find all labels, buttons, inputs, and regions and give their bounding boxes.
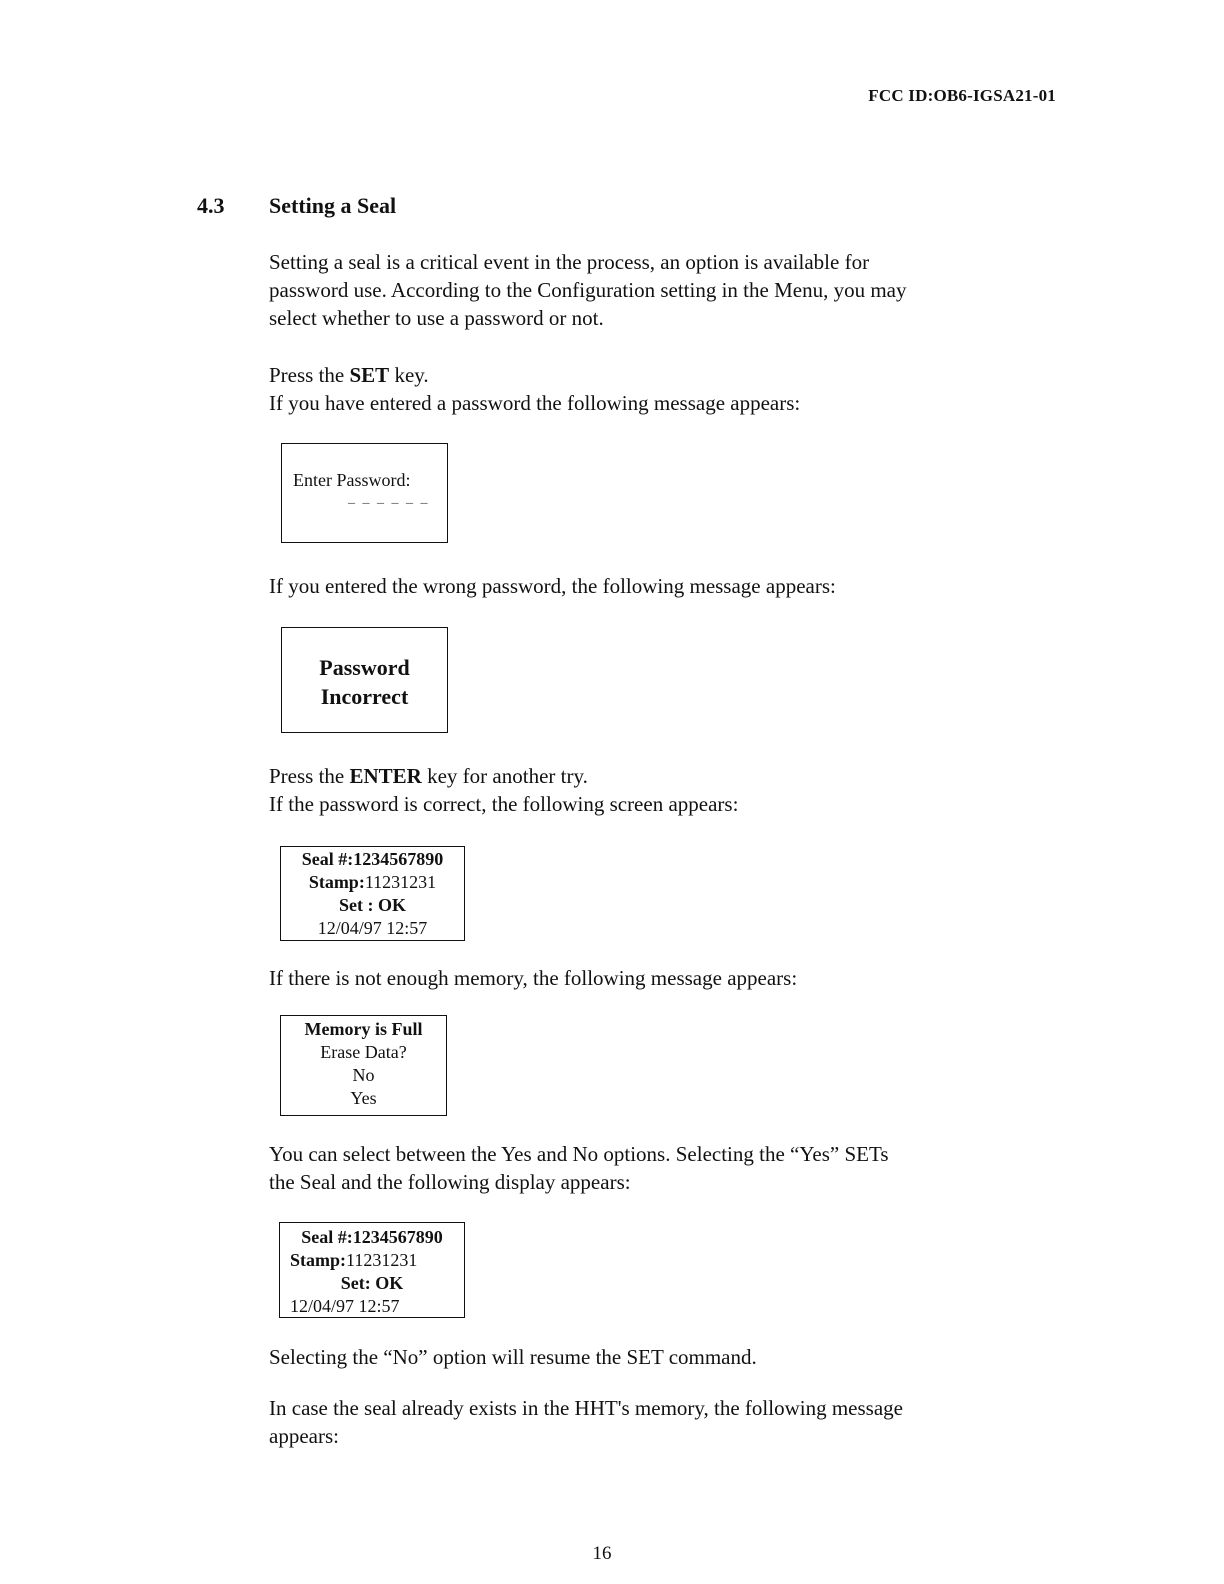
enter-password-screen [281,443,448,543]
intro-paragraph [269,248,1029,332]
incorrect-line-1: Password [319,655,410,680]
section-number: 4.3 [197,193,225,218]
stamp-row [280,1249,464,1272]
seal-number-row [280,1226,464,1249]
seal-number-label: Seal #: [301,849,354,869]
exists-note-paragraph [269,1394,1029,1450]
set-status-row: Set: OK [340,1273,404,1293]
exists-note-line: appears: [269,1424,339,1448]
page-number: 16 [592,1543,612,1564]
exists-note-line: In case the seal already exists in the HHT's memory, the following message [269,1396,903,1420]
section-title: Setting a Seal [269,193,397,218]
option-no: No [352,1065,375,1085]
enter-key-name: ENTER [349,764,422,788]
press-set-prefix: Press the [269,363,350,387]
set-key-name: SET [349,363,390,387]
memory-note-paragraph [269,964,1029,992]
intro-line: password use. According to the Configuration setting in the Menu, you may [269,278,907,302]
password-incorrect-screen [281,627,448,733]
seal-number-label: Seal #: [301,1227,353,1247]
stamp-value: 11231231 [346,1250,418,1270]
option-yes: Yes [350,1088,377,1108]
enter-password-label: Enter Password: [293,470,411,490]
memory-full-title: Memory is Full [304,1019,423,1039]
seal-number-row [281,848,464,871]
stamp-row [281,871,464,894]
password-correct-line: If the password is correct, the following screen appears: [269,792,739,816]
seal-number-value: 1234567890 [352,1227,443,1247]
memory-full-screen [280,1015,447,1116]
press-enter-line [269,762,1029,790]
password-placeholder: _ _ _ _ _ _ [348,491,430,506]
header-fcc-id: FCC ID:OB6-IGSA21-01 [868,86,1056,105]
stamp-label: Stamp: [308,872,365,892]
no-option-line: Selecting the “No” option will resume the SET command. [269,1345,757,1369]
set-status-row: Set : OK [339,895,406,915]
select-note-line: the Seal and the following display appears: [269,1170,631,1194]
seal-set-ok-screen [280,846,465,941]
select-note-paragraph [269,1140,1029,1196]
press-enter-paragraph [269,762,1029,818]
press-set-suffix: key. [389,363,429,387]
press-set-paragraph [269,361,1029,417]
datetime-row: 12/04/97 12:57 [317,918,428,938]
select-note-line: You can select between the Yes and No options. Selecting the “Yes” SETs [269,1142,889,1166]
stamp-label: Stamp: [290,1250,347,1270]
press-enter-prefix: Press the [269,764,350,788]
seal-set-ok-screen-2 [279,1222,465,1318]
no-option-paragraph [269,1343,1029,1371]
stamp-value: 11231231 [364,872,437,892]
memory-note-line: If there is not enough memory, the following message appears: [269,966,798,990]
intro-line: Setting a seal is a critical event in the process, an option is available for [269,250,870,274]
datetime-row: 12/04/97 12:57 [290,1296,400,1316]
incorrect-line-2: Incorrect [320,684,409,709]
press-set-line [269,361,1029,389]
seal-number-value: 1234567890 [353,849,444,869]
press-enter-suffix: key for another try. [421,764,588,788]
erase-data-question: Erase Data? [320,1042,407,1062]
password-message-line: If you have entered a password the following message appears: [269,391,801,415]
intro-line: select whether to use a password or not. [269,306,604,330]
wrong-password-paragraph [269,572,1029,600]
wrong-password-line: If you entered the wrong password, the following message appears: [269,574,836,598]
